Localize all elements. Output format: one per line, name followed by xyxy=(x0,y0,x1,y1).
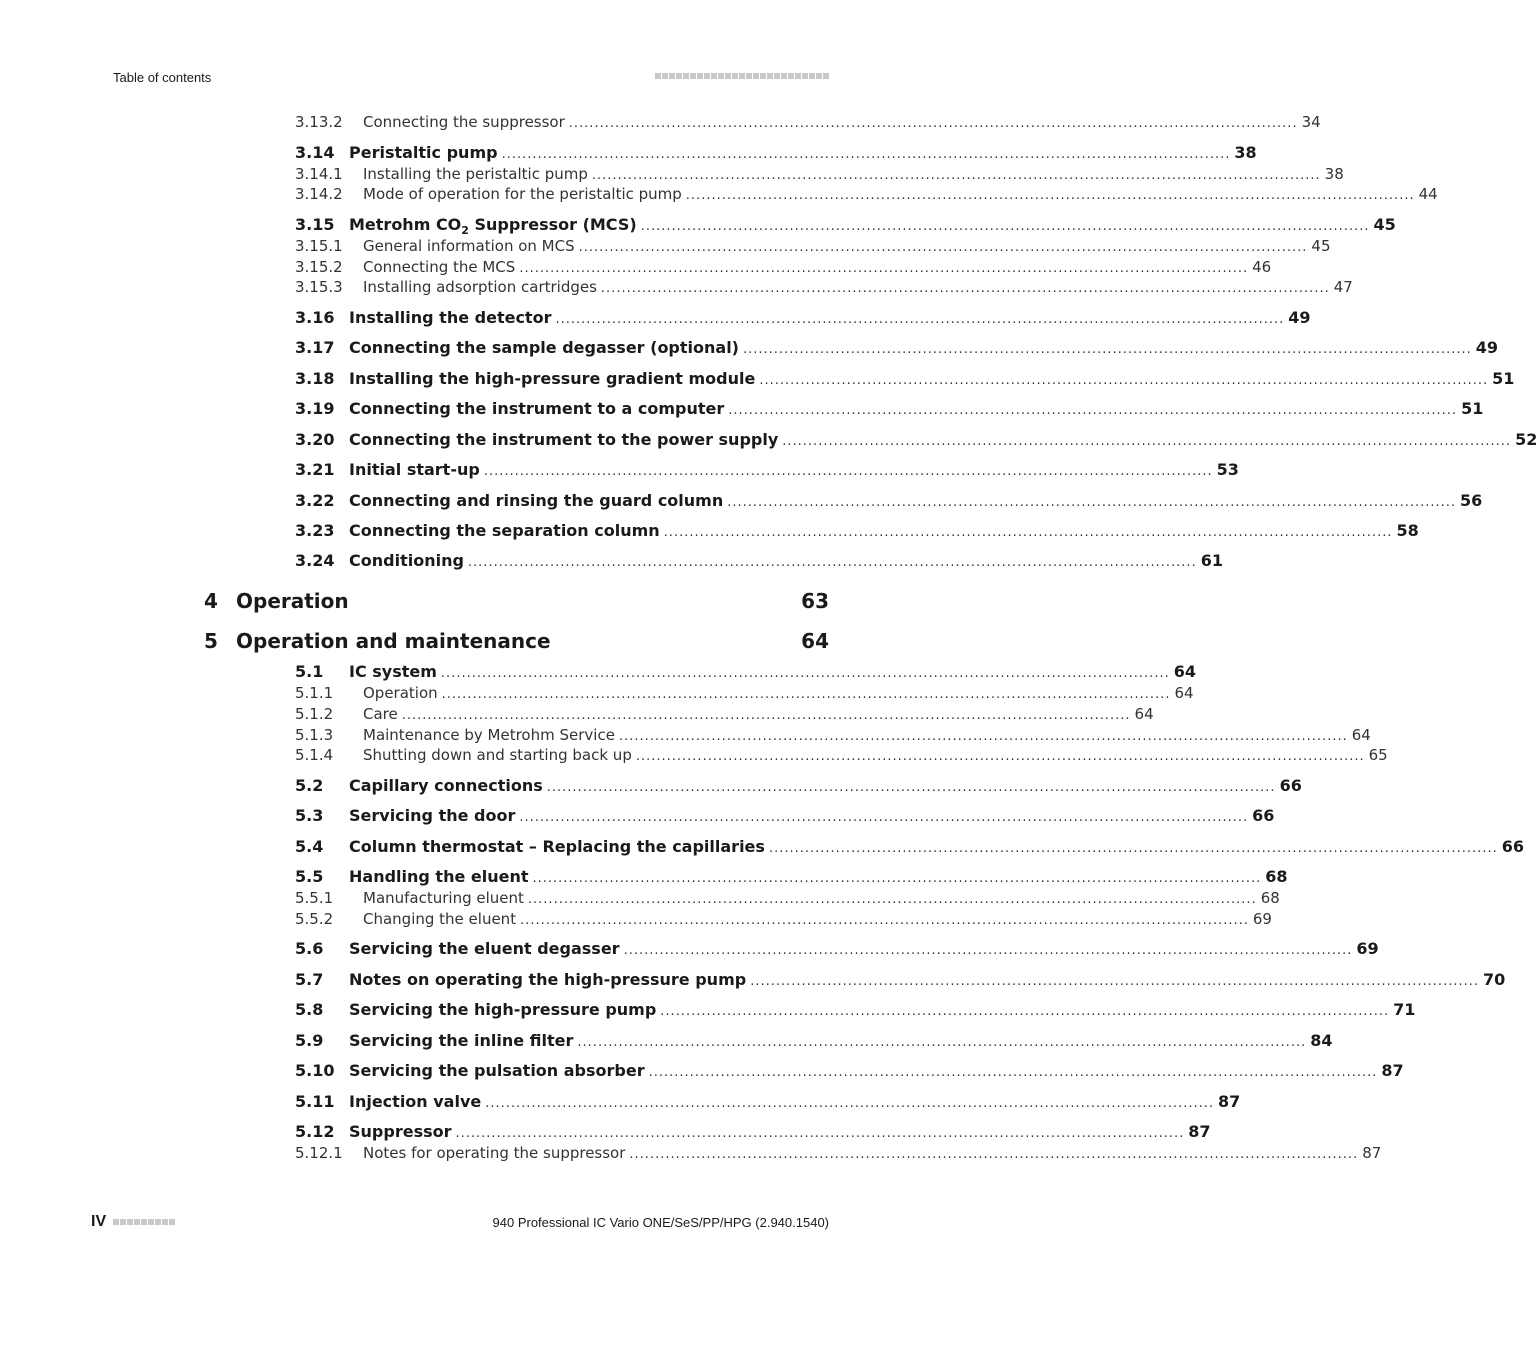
toc-entry[interactable]: 5.5.1 Manufacturing eluent .............................................................................................................................................. 68 xyxy=(295,889,1280,907)
toc-entry[interactable]: 3.24 Conditioning .............................................................................................................................................. 61 xyxy=(295,551,1223,570)
toc-entry[interactable]: 3.23 Connecting the separation column .............................................................................................................................................. 58 xyxy=(295,521,1419,540)
toc-entry[interactable]: 3.14.1 Installing the peristaltic pump .............................................................................................................................................. 38 xyxy=(295,165,1344,183)
leader-dots: .............................................................................................................................................. xyxy=(455,1126,1185,1141)
leader-dots: .............................................................................................................................................. xyxy=(520,913,1249,928)
footer-decoration xyxy=(113,1219,175,1225)
leader-dots: .............................................................................................................................................. xyxy=(467,555,1197,570)
toc-entry[interactable]: 5.1.2 Care .............................................................................................................................................. 64 xyxy=(295,705,1154,723)
leader-dots: .............................................................................................................................................. xyxy=(727,495,1457,510)
running-header-title: Table of contents xyxy=(113,70,212,85)
toc-entry[interactable]: 3.21 Initial start-up .............................................................................................................................................. 53 xyxy=(295,460,1239,479)
leader-dots: .............................................................................................................................................. xyxy=(660,1004,1390,1019)
toc-entry[interactable]: 5.6 Servicing the eluent degasser .............................................................................................................................................. 69 xyxy=(295,939,1379,958)
toc-entry[interactable]: 5.8 Servicing the high-pressure pump .............................................................................................................................................. 71 xyxy=(295,1000,1416,1019)
leader-dots: .............................................................................................................................................. xyxy=(635,749,1365,764)
toc-entry[interactable]: 3.13.2 Connecting the suppressor .............................................................................................................................................. 34 xyxy=(295,113,1321,131)
toc-chapter[interactable]: 5 Operation and maintenance 64 xyxy=(204,629,829,653)
leader-dots: .............................................................................................................................................. xyxy=(743,342,1472,357)
leader-dots: .............................................................................................................................................. xyxy=(532,871,1262,886)
toc-entry[interactable]: 3.19 Connecting the instrument to a computer .............................................................................................................................................. 51 xyxy=(295,399,1484,418)
toc-entry[interactable]: 3.14.2 Mode of operation for the peristaltic pump .............................................................................................................................................. 44 xyxy=(295,185,1438,203)
leader-dots: .............................................................................................................................................. xyxy=(568,116,1298,131)
leader-dots: .............................................................................................................................................. xyxy=(663,525,1393,540)
leader-dots: .............................................................................................................................................. xyxy=(648,1065,1378,1080)
toc-entry[interactable]: 5.1.4 Shutting down and starting back up .............................................................................................................................................. 65 xyxy=(295,746,1388,764)
toc-entry[interactable]: 5.2 Capillary connections .............................................................................................................................................. 66 xyxy=(295,776,1302,795)
toc-entry[interactable]: 3.15.1 General information on MCS .............................................................................................................................................. 45 xyxy=(295,237,1331,255)
toc-entry[interactable]: 5.1.3 Maintenance by Metrohm Service .............................................................................................................................................. 64 xyxy=(295,726,1371,744)
leader-dots: .............................................................................................................................................. xyxy=(546,780,1276,795)
leader-dots: .............................................................................................................................................. xyxy=(591,168,1321,183)
toc-entry[interactable]: 5.3 Servicing the door .............................................................................................................................................. 66 xyxy=(295,806,1275,825)
leader-dots: .............................................................................................................................................. xyxy=(728,403,1458,418)
leader-dots: .............................................................................................................................................. xyxy=(483,464,1213,479)
leader-dots: .............................................................................................................................................. xyxy=(750,974,1479,989)
toc-entry[interactable]: 3.18 Installing the high-pressure gradient module .............................................................................................................................................. 51 xyxy=(295,369,1515,388)
toc-entry[interactable]: 5.10 Servicing the pulsation absorber .............................................................................................................................................. 87 xyxy=(295,1061,1404,1080)
toc-entry[interactable]: 5.1.1 Operation .............................................................................................................................................. 64 xyxy=(295,684,1194,702)
leader-dots: .............................................................................................................................................. xyxy=(618,729,1348,744)
toc-entry[interactable]: 5.12.1 Notes for operating the suppressor .............................................................................................................................................. 87 xyxy=(295,1144,1382,1162)
leader-dots: .............................................................................................................................................. xyxy=(782,434,1512,449)
leader-dots: .............................................................................................................................................. xyxy=(768,841,1498,856)
toc-entry[interactable]: 5.4 Column thermostat – Replacing the capillaries .............................................................................................................................................. 66 xyxy=(295,837,1524,856)
toc-entry[interactable]: 5.5.2 Changing the eluent .............................................................................................................................................. 69 xyxy=(295,910,1272,928)
toc-entry[interactable]: 5.5 Handling the eluent .............................................................................................................................................. 68 xyxy=(295,867,1288,886)
toc-entry[interactable]: 5.7 Notes on operating the high-pressure pump .............................................................................................................................................. 70 xyxy=(295,970,1506,989)
document-title: 940 Professional IC Vario ONE/SeS/PP/HPG (2.940.1540) xyxy=(492,1215,829,1230)
toc-entry[interactable]: 3.16 Installing the detector .............................................................................................................................................. 49 xyxy=(295,308,1311,327)
leader-dots: .............................................................................................................................................. xyxy=(578,240,1308,255)
toc-entry[interactable]: 3.22 Connecting and rinsing the guard column .............................................................................................................................................. 56 xyxy=(295,491,1483,510)
leader-dots: .............................................................................................................................................. xyxy=(441,687,1171,702)
toc-entry[interactable]: 5.11 Injection valve .............................................................................................................................................. 87 xyxy=(295,1092,1241,1111)
toc-entry[interactable]: 3.17 Connecting the sample degasser (optional) .............................................................................................................................................. 49 xyxy=(295,338,1499,357)
toc-entry[interactable]: 3.14 Peristaltic pump .............................................................................................................................................. 38 xyxy=(295,143,1257,162)
toc-entry[interactable]: 5.9 Servicing the inline filter .............................................................................................................................................. 84 xyxy=(295,1031,1333,1050)
leader-dots: .............................................................................................................................................. xyxy=(519,810,1249,825)
leader-dots: .............................................................................................................................................. xyxy=(527,892,1257,907)
leader-dots: .............................................................................................................................................. xyxy=(759,373,1489,388)
toc-entry[interactable]: 3.20 Connecting the instrument to the power supply .............................................................................................................................................. 52 xyxy=(295,430,1537,449)
leader-dots: .............................................................................................................................................. xyxy=(485,1096,1215,1111)
leader-dots: .............................................................................................................................................. xyxy=(600,281,1330,296)
toc-entry[interactable]: 3.15.2 Connecting the MCS .............................................................................................................................................. 46 xyxy=(295,258,1272,276)
leader-dots: .............................................................................................................................................. xyxy=(640,219,1370,234)
leader-dots: .............................................................................................................................................. xyxy=(401,708,1131,723)
leader-dots: .............................................................................................................................................. xyxy=(555,312,1285,327)
header-decoration xyxy=(655,73,829,79)
toc-entry[interactable]: 3.15.3 Installing adsorption cartridges .............................................................................................................................................. 47 xyxy=(295,278,1353,296)
leader-dots: .............................................................................................................................................. xyxy=(629,1147,1359,1162)
leader-dots: .............................................................................................................................................. xyxy=(577,1035,1307,1050)
leader-dots: .............................................................................................................................................. xyxy=(440,666,1170,681)
toc-entry[interactable]: 5.1 IC system .............................................................................................................................................. 64 xyxy=(295,662,1196,681)
leader-dots: .............................................................................................................................................. xyxy=(501,147,1231,162)
toc-entry[interactable]: 3.15 Metrohm $CO_2$ Suppressor (MCS) .............................................................................................................................................. 45 xyxy=(295,215,1396,238)
leader-dots: .............................................................................................................................................. xyxy=(519,261,1249,276)
toc-entry[interactable]: 5.12 Suppressor .............................................................................................................................................. 87 xyxy=(295,1122,1211,1141)
leader-dots: .............................................................................................................................................. xyxy=(623,943,1353,958)
toc-chapter[interactable]: 4 Operation 63 xyxy=(204,589,829,613)
page-number: IV xyxy=(91,1213,107,1230)
leader-dots: .............................................................................................................................................. xyxy=(685,188,1415,203)
